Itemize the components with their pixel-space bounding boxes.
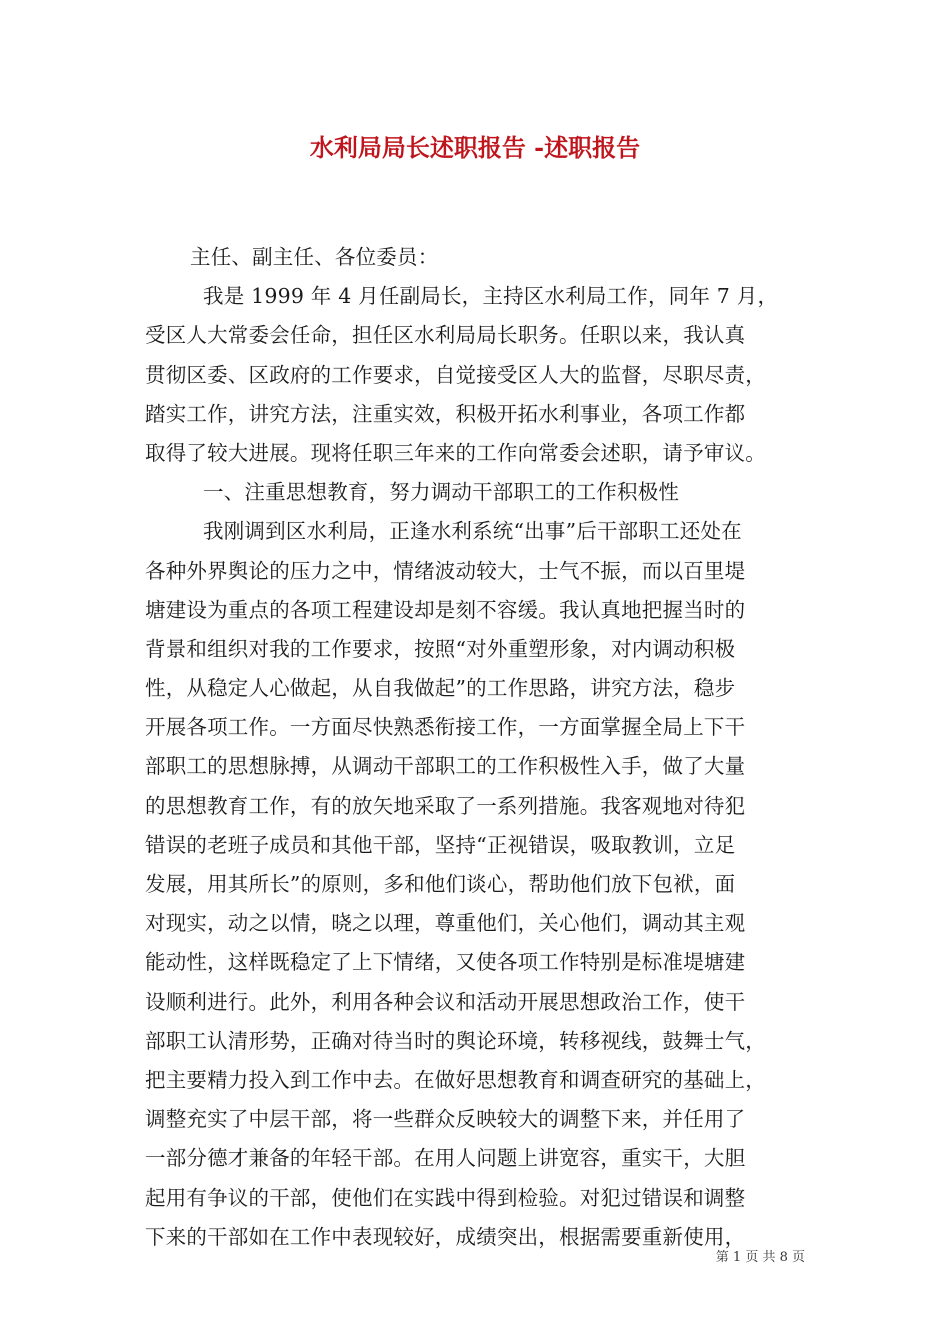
paragraph-line: 一部分德才兼备的年轻干部。在用人问题上讲宽容，重实干，大胆 — [145, 1146, 746, 1171]
paragraph-line: 部职工的思想脉搏，从调动干部职工的工作积极性入手，做了大量 — [145, 754, 746, 779]
paragraph-line: 踏实工作，讲究方法，注重实效，积极开拓水利事业，各项工作都 — [145, 401, 746, 426]
page-number: 第 1 页 共 8 页 — [715, 1250, 805, 1265]
paragraph-line: 开展各项工作。一方面尽快熟悉衔接工作，一方面掌握全局上下干 — [145, 715, 746, 740]
paragraph-line: 性，从稳定人心做起，从自我做起”的工作思路，讲究方法，稳步 — [145, 676, 736, 701]
paragraph-line: 我刚调到区水利局，正逢水利系统“出事”后干部职工还处在 — [203, 519, 742, 544]
paragraph-line: 下来的干部如在工作中表现较好，成绩突出，根据需要重新使用， — [145, 1224, 746, 1249]
paragraph-line: 对现实，动之以情，晓之以理，尊重他们，关心他们，调动其主观 — [145, 911, 746, 936]
paragraph-line: 部职工认清形势，正确对待当时的舆论环境，转移视线，鼓舞士气， — [145, 1028, 766, 1053]
document-body — [145, 238, 825, 1257]
paragraph-line: 的思想教育工作，有的放矢地采取了一系列措施。我客观地对待犯 — [145, 793, 746, 818]
section-heading: 一、注重思想教育，努力调动干部职工的工作积极性 — [203, 480, 680, 505]
paragraph-line: 各种外界舆论的压力之中，情绪波动较大，士气不振，而以百里堤 — [145, 558, 746, 583]
paragraph-line: 设顺利进行。此外，利用各种会议和活动开展思想政治工作，使干 — [145, 989, 746, 1014]
document-title: 水利局局长述职报告 -述职报告 — [309, 133, 641, 162]
paragraph-line: 受区人大常委会任命，担任区水利局局长职务。任职以来，我认真 — [145, 323, 746, 348]
paragraph-line: 调整充实了中层干部，将一些群众反映较大的调整下来，并任用了 — [145, 1107, 746, 1132]
paragraph-line: 背景和组织对我的工作要求，按照“对外重塑形象，对内调动积极 — [145, 636, 736, 661]
paragraph-line: 取得了较大进展。现将任职三年来的工作向常委会述职，请予审议。 — [145, 440, 766, 465]
paragraph-line: 发展，用其所长”的原则，多和他们谈心，帮助他们放下包袱，面 — [145, 872, 736, 896]
paragraph-line: 贯彻区委、区政府的工作要求，自觉接受区人大的监督，尽职尽责， — [145, 362, 766, 387]
paragraph-line: 起用有争议的干部，使他们在实践中得到检验。对犯过错误和调整 — [145, 1185, 746, 1210]
paragraph-line: 能动性，这样既稳定了上下情绪，又使各项工作特别是标准堤塘建 — [145, 950, 746, 975]
paragraph-line: 错误的老班子成员和其他干部，坚持“正视错误，吸取教训，立足 — [145, 832, 736, 857]
paragraph-line: 我是 1999 年 4 月任副局长，主持区水利局工作，同年 7 月， — [203, 284, 779, 309]
salutation-line: 主任、副主任、各位委员： — [190, 245, 439, 269]
paragraph-line: 塘建设为重点的各项工程建设却是刻不容缓。我认真地把握当时的 — [145, 597, 746, 622]
paragraph-line: 把主要精力投入到工作中去。在做好思想教育和调查研究的基础上， — [145, 1067, 766, 1092]
